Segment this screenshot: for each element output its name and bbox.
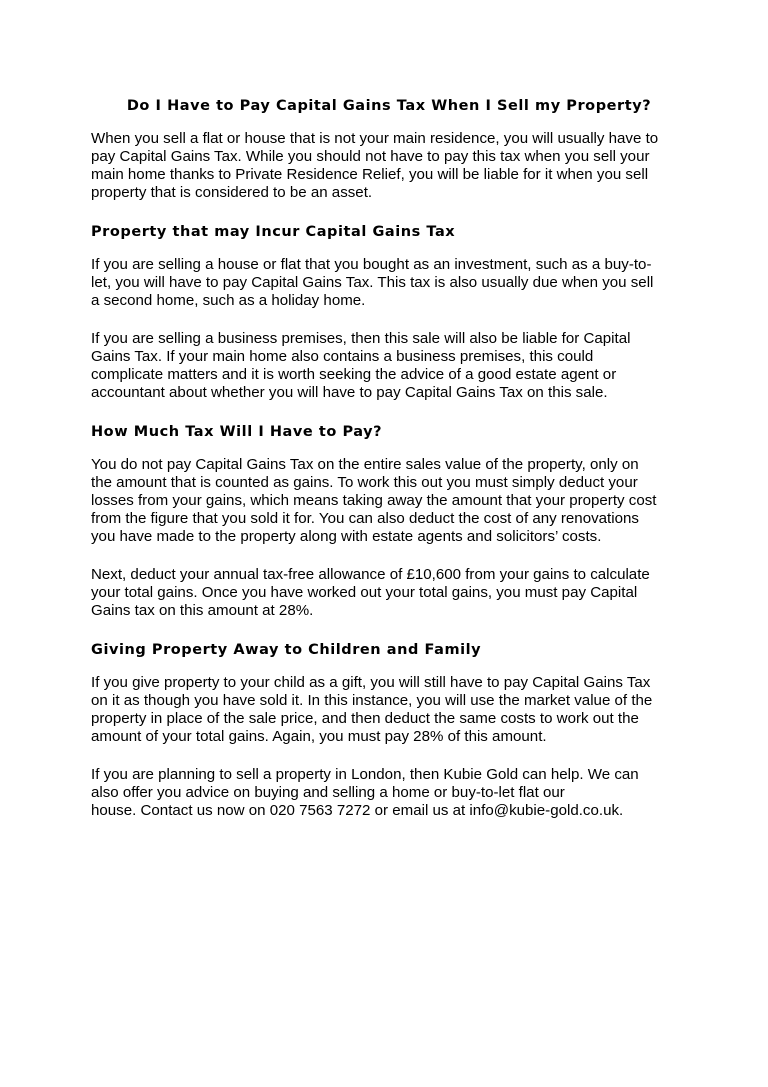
- intro-paragraph: When you sell a flat or house that is not your main residence, you will usually have to pay Capital Gains Tax. While you should not have to pay this tax when you sell your main home thanks to Private Residence Relief, you will be liable for it when you sell property that is considered to be an asset.: [91, 130, 659, 201]
- section-2-paragraph-1: You do not pay Capital Gains Tax on the entire sales value of the property, only on the amount that is counted as gains. To work this out you must simply deduct your losses from your gains, which means taking away the amount that your property cost from the figure that you sold it for. You can also deduct the cost of any renovations you have made to the property along with estate agents and solicitors’ costs.: [91, 456, 657, 545]
- section-3-paragraph-1: If you give property to your child as a gift, you will still have to pay Capital Gains Tax on it as though you have sold it. In this instance, you will use the market value of the property in place of the sale price, and then deduct the same costs to work out the amount of your total gains. Again, you must pay 28% of this amount.: [91, 674, 653, 745]
- section-1-paragraph-1: If you are selling a house or flat that you bought as an investment, such as a buy-to- let, you will have to pay Capital Gains Tax. This tax is also usually due when you sell a second home, such as a holiday home.: [91, 256, 654, 309]
- section-2-paragraph-2: Next, deduct your annual tax-free allowance of £10,600 from your gains to calculate your total gains. Once you have worked out your total gains, you must pay Capital Gains tax on this amount at 28%.: [91, 566, 650, 619]
- document-title: Do I Have to Pay Capital Gains Tax When I Sell my Property?: [126, 98, 652, 114]
- section-1-paragraph-2: If you are selling a business premises, then this sale will also be liable for Capital Gains Tax. If your main home also contains a business premises, this could complicate matters and it is worth seeking the advice of a good estate agent or accountant about whether you will have to pay Capital Gains Tax on this sale.: [91, 330, 631, 401]
- section-heading-giving-property: Giving Property Away to Children and Family: [91, 642, 482, 658]
- document-body: [91, 96, 687, 840]
- section-heading-property-liable: Property that may Incur Capital Gains Tax: [91, 224, 456, 240]
- section-heading-how-much-tax: How Much Tax Will I Have to Pay?: [91, 424, 383, 440]
- section-3-paragraph-2: If you are planning to sell a property in London, then Kubie Gold can help. We can also offer you advice on buying and selling a home or buy-to-let flat our house. Contact us now on 020 7563 7272 or email us at info@kubie-gold.co.uk.: [91, 766, 639, 819]
